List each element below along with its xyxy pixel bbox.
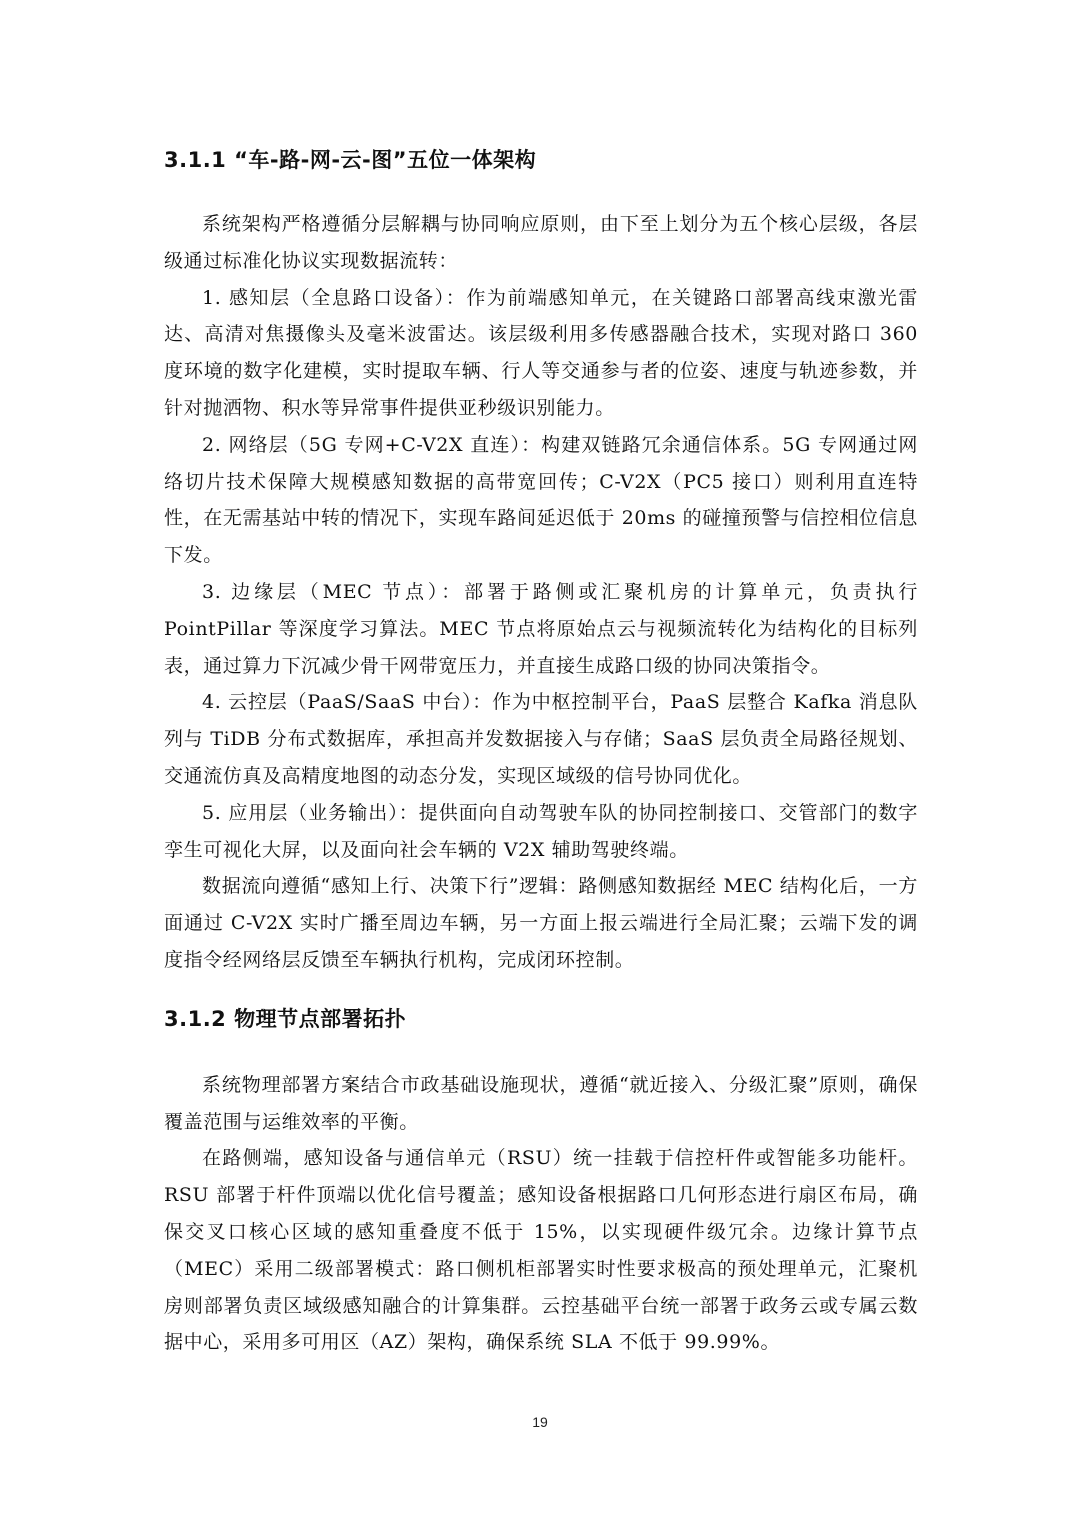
paragraph-edge-layer: 3. 边缘层（MEC 节点）：部署于路侧或汇聚机房的计算单元，负责执行 PointPillar 等深度学习算法。MEC 节点将原始点云与视频流转化为结构化的目标列表，通过算力下沉减少骨干网带宽压力，并直接生成路口级的协同决策指令。 [164, 580, 918, 677]
paragraph-perception-layer: 1. 感知层（全息路口设备）：作为前端感知单元，在关键路口部署高线束激光雷达、高清对焦摄像头及毫米波雷达。该层级利用多传感器融合技术，实现对路口 360 度环境的数字化建模，实时提取车辆、行人等交通参与者的位姿、速度与轨迹参数，并针对抛洒物、积水等异常事件提供亚秒级识别能力。 [164, 286, 918, 419]
page-content [164, 140, 918, 1361]
section-heading-3-1-1: 3.1.1 “车-路-网-云-图”五位一体架构 [164, 148, 537, 172]
paragraph-cloud-control-layer: 4. 云控层（PaaS/SaaS 中台）：作为中枢控制平台，PaaS 层整合 Kafka 消息队列与 TiDB 分布式数据库，承担高并发数据接入与存储；SaaS 层负责全局路径规划、交通流仿真及高精度地图的动态分发，实现区域级的信号协同优化。 [164, 691, 918, 787]
page-number: 19 [532, 1414, 548, 1430]
section-heading-3-1-2: 3.1.2 物理节点部署拓扑 [164, 1006, 407, 1031]
paragraph-architecture-intro: 系统架构严格遵循分层解耦与协同响应原则，由下至上划分为五个核心层级，各层级通过标准化协议实现数据流转： [164, 213, 918, 272]
paragraph-deployment-intro: 系统物理部署方案结合市政基础设施现状，遵循“就近接入、分级汇聚”原则，确保覆盖范围与运维效率的平衡。 [164, 1073, 918, 1133]
paragraph-application-layer: 5. 应用层（业务输出）：提供面向自动驾驶车队的协同控制接口、交管部门的数字孪生可视化大屏，以及面向社会车辆的 V2X 辅助驾驶终端。 [164, 801, 918, 861]
paragraph-roadside-deployment: 在路侧端，感知设备与通信单元（RSU）统一挂载于信控杆件或智能多功能杆。RSU 部署于杆件顶端以优化信号覆盖；感知设备根据路口几何形态进行扇区布局，确保交叉口核心区域的感知重叠度不低于 15%，以实现硬件级冗余。边缘计算节点（MEC）采用二级部署模式：路口侧机柜部署实时性要求极高的预处理单元，汇聚机房则部署负责区域级感知融合的计算集群。云控基础平台统一部署于政务云或专属云数据中心，采用多可用区（AZ）架构，确保系统 SLA 不低于 99.99%。 [164, 1147, 918, 1354]
paragraph-network-layer: 2. 网络层（5G 专网+C-V2X 直连）：构建双链路冗余通信体系。5G 专网通过网络切片技术保障大规模感知数据的高带宽回传；C-V2X（PC5 接口）则利用直连特性，在无需基站中转的情况下，实现车路间延迟低于 20ms 的碰撞预警与信控相位信息下发。 [164, 433, 918, 567]
paragraph-data-flow: 数据流向遵循“感知上行、决策下行”逻辑：路侧感知数据经 MEC 结构化后，一方面通过 C-V2X 实时广播至周边车辆，另一方面上报云端进行全局汇聚；云端下发的调度指令经网络层反馈至车辆执行机构，完成闭环控制。 [164, 875, 918, 971]
